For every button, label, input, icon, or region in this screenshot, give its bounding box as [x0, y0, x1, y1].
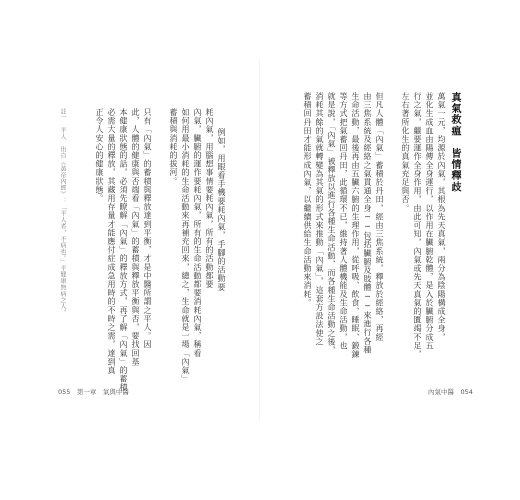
left-paragraph-column: 耗內氣，用腦想事情要耗內氣，所有的活動都要: [205, 108, 214, 289]
right-paragraph-column: 生命活動，最後再由五臟六腑的生理作用，從呼吸、飲食、睡眠、鍛鍊: [351, 92, 360, 359]
right-paragraph-column: 萬氣一元，均源於內氣，其根為先天真氣，兩分為陰陽構成全身，: [437, 92, 446, 342]
left-paragraph-column: 此，人體的健康與否端看「內氣」的蓄積與釋放平衡與否，要找回基: [131, 108, 140, 366]
right-paragraph-column: 行之氣，繼要運作全身作用，由此可知，內氣或先天真氣的匱竭不足，: [413, 92, 422, 359]
page-number-left: 055 第一章 氣與中醫: [58, 388, 129, 396]
section-heading: 真氣救瘟 皆情釋歧: [449, 92, 460, 193]
right-paragraph-column: 左右著所化生的真氣充足與否。: [401, 92, 410, 213]
left-paragraph-column: 例如，用眼看手機要耗內氣，手腳的活動要: [217, 128, 226, 292]
left-paragraph-column: 蓄積與消耗的拔河。: [169, 108, 178, 186]
right-paragraph-column: 就是說，「內氣」被釋放以進行各種生命活動，而各種生命活動之後，: [327, 92, 336, 355]
right-page: [260, 0, 520, 500]
right-paragraph-column: 並化生成血由陽傳全身運行，以作用在臟腑乾體，是入於臟腑分成五: [425, 92, 434, 350]
right-paragraph-column: 蓄積回丹田才能形成內氣，以繼續供給生命活動來消耗。: [303, 92, 312, 307]
page-number-right: 內氣中醫 054: [428, 388, 473, 396]
left-paragraph-column: 必需大量的釋放，其藏用存量才能應付症成急用時的不時之需，達到真: [107, 108, 116, 375]
right-paragraph-column: 等方式把氣蓄回丹田，此循環不已，維持著人體機能及生命活動，也: [339, 92, 348, 350]
left-paragraph-column: 如何用最小消耗的生命活動來再補充回來，總之，生命就是一場「內氣」: [181, 108, 190, 384]
right-paragraph-column: 消耗其餘的氣就轉變為其氣的形式來推動「內氣」，這套方設法使之: [315, 92, 324, 346]
right-paragraph-column: 但凡人體「內氣」蓄積於丹田，經由三焦系統，釋放於經絡，再經: [375, 92, 384, 342]
left-paragraph-column: 內氣，臟腑的運作要耗內氣，所有的生命活動都要消耗內氣，稱看: [193, 108, 202, 358]
left-paragraph-column: 本健康狀態的話，必須先瞭解「內氣」的釋放方式，再了解「內氣」的蓄積: [119, 108, 128, 392]
left-paragraph-column: 只有「內氣」的蓄積與釋放達到平衡，才是中醫所謂之平人。因: [143, 108, 152, 349]
right-paragraph-column: 由三焦系統及經絡之氣貫通全身──包括臟腑及肢體──來進行各種: [363, 92, 372, 354]
left-paragraph-column: 正令人安心的健康狀態。: [95, 108, 104, 203]
margin-footnote: 註一 平人 出自《黃帝內經》：「平人者，不病也。」平健康無病之人。: [59, 108, 66, 317]
